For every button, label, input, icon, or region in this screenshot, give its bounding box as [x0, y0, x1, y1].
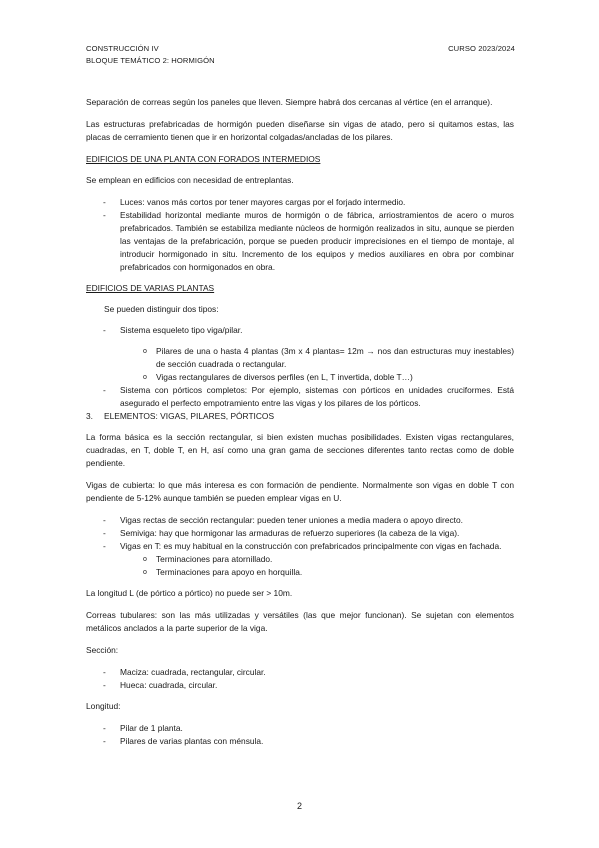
list-item-text: Estabilidad horizontal mediante muros de hormigón o de fábrica, arriostramientos de acero o muros prefabricados. También se estabiliza mediante núcleos de hormigón realizados in situ, aunque se pierden las ventajas de la prefabricación, porque se pueden producir imprecisiones en el tiempo de montaje, al introducir hormigonado in situ. Incremento de los equipos y medios auxiliares en obra por combinar prefabricados con hormigonados en obra.	[120, 210, 514, 272]
paragraph: La forma básica es la sección rectangular, si bien existen muchas posibilidades. Existen vigas rectangulares, cuadradas, en T, doble T, en H, así como una gran gama de secciones diferentes tanto rectas como de doble pendiente.	[86, 432, 514, 468]
list-item-text: Maciza: cuadrada, rectangular, circular.	[120, 667, 266, 677]
paragraph: Se emplean en edificios con necesidad de entreplantas.	[86, 175, 294, 185]
circle-bullet: o	[143, 348, 147, 355]
paragraph: La longitud L (de pórtico a pórtico) no puede ser > 10m.	[86, 588, 293, 598]
list-item-text: Vigas rectangulares de diversos perfiles (en L, T invertida, doble T…)	[156, 372, 413, 382]
list-item	[86, 196, 514, 209]
sub-list-item	[86, 553, 514, 566]
dash-bullet: -	[103, 197, 106, 207]
list-item-text: Pilares de una o hasta 4 plantas (3m x 4 plantas= 12m → nos dan estructuras muy inestables) de sección cuadrada o rectangular.	[156, 346, 514, 369]
list-item-text: Pilar de 1 planta.	[120, 723, 183, 733]
list-item-text: Pilares de varias plantas con ménsula.	[120, 736, 264, 746]
list-item-text: Vigas en T: es muy habitual en la construcción con prefabricados principalmente con vigas en fachada.	[120, 541, 502, 551]
dash-bullet: -	[103, 515, 106, 525]
list-item	[86, 722, 514, 735]
list-item-text: Hueca: cuadrada, circular.	[120, 680, 218, 690]
paragraph: Las estructuras prefabricadas de hormigón pueden diseñarse sin vigas de atado, pero si quitamos estas, las placas de cerramiento tienen que ir en horizontal colgadas/ancladas de los pilares.	[86, 119, 514, 142]
subheading: Longitud:	[86, 701, 121, 711]
dash-bullet: -	[103, 736, 106, 746]
section-intro: Se pueden distinguir dos tipos:	[104, 304, 219, 314]
list-item	[86, 384, 514, 410]
list-item	[86, 735, 514, 748]
bullet-list	[86, 666, 514, 692]
list-item	[86, 527, 514, 540]
bullet-list	[86, 324, 514, 337]
course-title: CONSTRUCCIÓN IV	[86, 44, 159, 53]
page-header-right	[448, 43, 515, 55]
paragraph: Vigas de cubierta: lo que más interesa es con formación de pendiente. Normalmente son vigas en doble T con pendiente de 5-12% aunque también se pueden emplear vigas en U.	[86, 480, 514, 503]
bullet-list	[86, 514, 514, 553]
list-item-text: Terminaciones para apoyo en horquilla.	[156, 567, 303, 577]
list-item-text: Vigas rectas de sección rectangular: pueden tener uniones a media madera o apoyo directo.	[120, 515, 463, 525]
bullet-list	[86, 384, 514, 410]
sub-list-item	[86, 371, 514, 384]
course-year: CURSO 2023/2024	[448, 44, 515, 53]
list-item	[86, 324, 514, 337]
paragraph: Separación de correas según los paneles que lleven. Siempre habrá dos cercanas al vértice (en el arranque).	[86, 97, 493, 107]
list-item-text: Semiviga: hay que hormigonar las armaduras de refuerzo superiores (la cabeza de la viga).	[120, 528, 460, 538]
page-header-left	[86, 43, 215, 67]
dash-bullet: -	[103, 385, 106, 395]
list-item	[86, 666, 514, 679]
circle-bullet: o	[143, 556, 147, 563]
list-item	[86, 540, 514, 553]
numbered-heading	[86, 410, 514, 423]
dash-bullet: -	[103, 528, 106, 538]
dash-bullet: -	[103, 680, 106, 690]
sub-list	[86, 345, 514, 384]
list-item-text: Luces: vanos más cortos por tener mayores cargas por el forjado intermedio.	[120, 197, 406, 207]
block-title: BLOQUE TEMÁTICO 2: HORMIGÓN	[86, 56, 215, 65]
section-heading: EDIFICIOS DE UNA PLANTA CON FORADOS INTERMEDIOS	[86, 154, 321, 164]
list-item-text: Sistema con pórticos completos: Por ejemplo, sistemas con pórticos en unidades cruciformes. Está asegurado el perfecto empotramiento entre las vigas y los pilares de los pórticos.	[120, 385, 514, 408]
heading-number: 3.	[86, 411, 93, 421]
bullet-list	[86, 722, 514, 748]
list-item	[86, 209, 514, 274]
dash-bullet: -	[103, 210, 106, 220]
dash-bullet: -	[103, 723, 106, 733]
bullet-list	[86, 196, 514, 274]
dash-bullet: -	[103, 667, 106, 677]
paragraph: Correas tubulares: son las más utilizadas y versátiles (las que mejor funcionan). Se sujetan con elementos metálicos anclados a la parte superior de la viga.	[86, 610, 514, 633]
sub-list	[86, 553, 514, 579]
document-body	[86, 96, 514, 756]
list-item	[86, 514, 514, 527]
dash-bullet: -	[103, 541, 106, 551]
list-item-text: Sistema esqueleto tipo viga/pilar.	[120, 325, 243, 335]
heading-text: ELEMENTOS: VIGAS, PILARES, PÓRTICOS	[104, 411, 275, 421]
list-item-text: Terminaciones para atornillado.	[156, 554, 273, 564]
section-heading: EDIFICIOS DE VARIAS PLANTAS	[86, 283, 215, 293]
circle-bullet: o	[143, 569, 147, 576]
circle-bullet: o	[143, 374, 147, 381]
list-item	[86, 679, 514, 692]
sub-list-item	[86, 345, 514, 371]
subheading: Sección:	[86, 645, 119, 655]
dash-bullet: -	[103, 325, 106, 335]
sub-list-item	[86, 566, 514, 579]
page-number: 2	[296, 801, 302, 811]
